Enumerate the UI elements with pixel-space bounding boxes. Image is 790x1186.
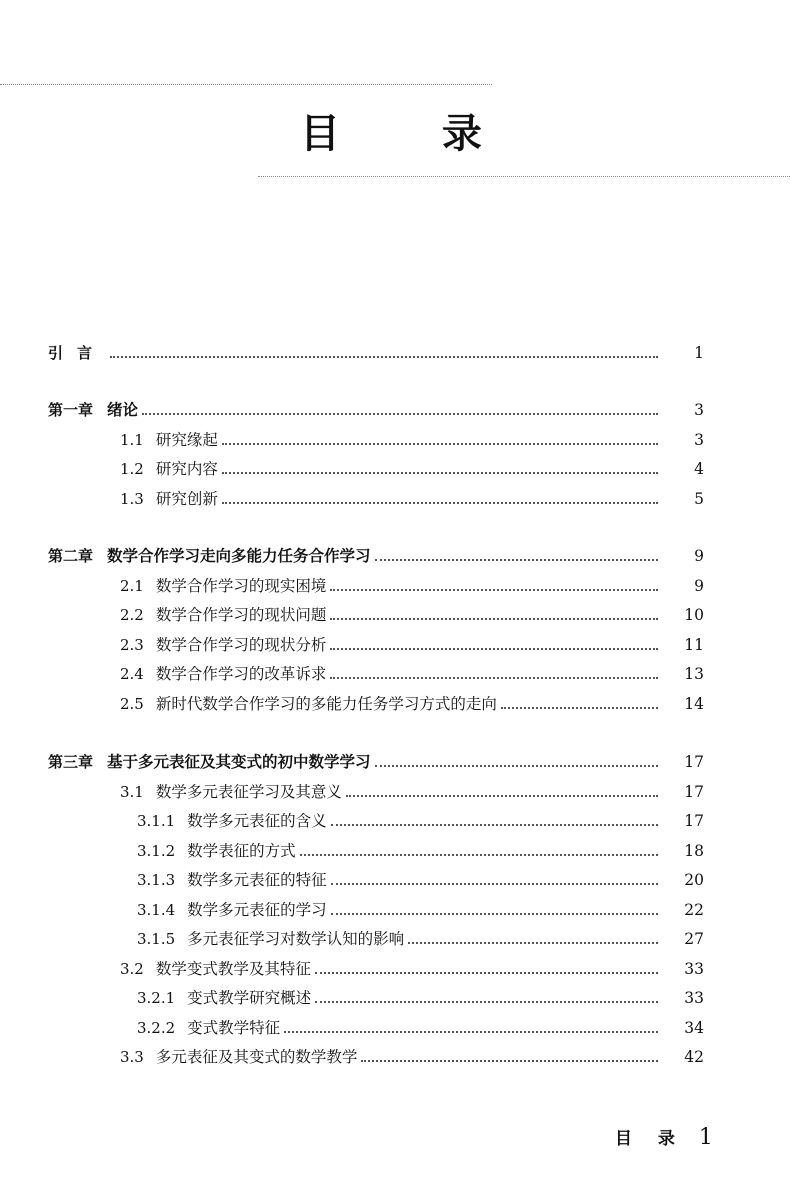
toc-page-number: 33: [684, 989, 704, 1007]
toc-dot-leader: [110, 356, 658, 358]
toc-entry-label: [120, 694, 497, 714]
toc-page-number: 42: [684, 1048, 704, 1066]
top-dotted-rule: [0, 84, 492, 85]
toc-entry-number: 1.3: [120, 490, 144, 508]
toc-entry-title: 研究内容: [155, 460, 218, 478]
toc-subsection-entry: [0, 1012, 790, 1038]
footer-page-number: 1: [698, 1125, 713, 1150]
toc-entry-title: 研究缘起: [155, 431, 218, 449]
toc-dot-leader: [330, 589, 658, 591]
toc-entry-title: 数学变式教学及其特征: [155, 960, 311, 978]
toc-entry-title: 多元表征及其变式的数学教学: [155, 1048, 358, 1066]
toc-page-number: 3: [694, 401, 704, 419]
toc-entry-label: [137, 870, 327, 890]
toc-page-number: 14: [684, 695, 704, 713]
toc-subsection-entry: [0, 805, 790, 831]
toc-page-number: 11: [684, 636, 704, 654]
toc-page-number: 13: [684, 665, 704, 683]
toc-subsection-entry: [0, 894, 790, 920]
toc-dot-leader: [222, 472, 658, 474]
toc-page-number: 17: [684, 812, 704, 830]
toc-dot-leader: [222, 502, 658, 504]
toc-entry-number: 3.1: [120, 783, 144, 801]
toc-entry-number: 第一章: [48, 401, 94, 419]
page-footer: [615, 1124, 713, 1150]
toc-page-number: 33: [684, 960, 704, 978]
toc-section-entry: [0, 453, 790, 479]
toc-page-number: 4: [694, 460, 704, 478]
toc-entry-number: 3.3: [120, 1048, 144, 1066]
toc-dot-leader: [222, 443, 658, 445]
toc-entry-number: 引言: [48, 344, 107, 362]
toc-dot-leader: [300, 854, 658, 856]
toc-entry-label: [137, 988, 311, 1008]
toc-entry-number: 1.1: [120, 431, 144, 449]
toc-entry-title: 变式教学研究概述: [187, 989, 312, 1007]
toc-entry-title: 数学合作学习走向多能力任务合作学习: [107, 547, 371, 565]
toc-dot-leader: [501, 707, 658, 709]
page-title: 目 录: [300, 111, 526, 157]
toc-section-entry: [0, 483, 790, 509]
toc-entry-number: 2.4: [120, 665, 144, 683]
toc-entry-title: 数学表征的方式: [187, 842, 296, 860]
toc-entry-label: [120, 489, 218, 509]
toc-dot-leader: [346, 795, 658, 797]
toc-section-entry: [0, 1041, 790, 1067]
toc-entry-title: 新时代数学合作学习的多能力任务学习方式的走向: [155, 695, 497, 713]
title-dotted-rule: [258, 176, 790, 177]
toc-entry-label: [48, 400, 138, 420]
toc-chapter-entry: [0, 337, 790, 363]
toc-entry-title: 数学合作学习的现状问题: [155, 606, 327, 624]
toc-entry-label: [137, 1018, 280, 1038]
toc-subsection-entry: [0, 864, 790, 890]
toc-entry-label: [120, 605, 326, 625]
toc-page-number: 3: [694, 431, 704, 449]
toc-subsection-entry: [0, 982, 790, 1008]
toc-entry-number: 3.1.4: [137, 901, 176, 919]
toc-entry-number: 3.2.2: [137, 1019, 176, 1037]
toc-entry-label: [48, 343, 106, 363]
toc-section-entry: [0, 629, 790, 655]
toc-entry-title: 研究创新: [155, 490, 218, 508]
toc-dot-leader: [361, 1060, 658, 1062]
toc-page-number: 10: [684, 606, 704, 624]
toc-entry-label: [120, 576, 326, 596]
toc-entry-title: 数学多元表征的特征: [187, 871, 327, 889]
toc-entry-number: 2.3: [120, 636, 144, 654]
toc-entry-number: 3.2: [120, 960, 144, 978]
toc-entry-number: 2.1: [120, 577, 144, 595]
toc-entry-title: 多元表征学习对数学认知的影响: [187, 930, 405, 948]
toc-dot-leader: [330, 677, 658, 679]
toc-entry-number: 3.1.2: [137, 842, 176, 860]
toc-section-entry: [0, 688, 790, 714]
toc-page-number: 18: [684, 842, 704, 860]
toc-entry-label: [120, 664, 326, 684]
toc-entry-title: 数学合作学习的改革诉求: [155, 665, 327, 683]
toc-section-entry: [0, 599, 790, 625]
toc-chapter-entry: [0, 394, 790, 420]
toc-entry-title: 数学多元表征的学习: [187, 901, 327, 919]
toc-entry-number: 3.1.3: [137, 871, 176, 889]
toc-dot-leader: [315, 1001, 658, 1003]
toc-page-number: 22: [684, 901, 704, 919]
toc-page-number: 1: [694, 344, 704, 362]
toc-dot-leader: [315, 972, 658, 974]
toc-subsection-entry: [0, 923, 790, 949]
toc-entry-number: 2.2: [120, 606, 144, 624]
toc-entry-title: 绪论: [107, 401, 139, 419]
toc-entry-label: [137, 900, 327, 920]
toc-entry-label: [120, 959, 311, 979]
toc-section-entry: [0, 570, 790, 596]
toc-subsection-entry: [0, 835, 790, 861]
toc-page-number: 34: [684, 1019, 704, 1037]
toc-dot-leader: [331, 883, 658, 885]
toc-entry-number: 第二章: [48, 547, 94, 565]
toc-dot-leader: [331, 913, 658, 915]
toc-entry-label: [137, 929, 404, 949]
footer-label: 目 录: [615, 1129, 685, 1149]
toc-page-number: 5: [694, 490, 704, 508]
toc-entry-number: 第三章: [48, 753, 94, 771]
toc-entry-number: 3.1.5: [137, 930, 176, 948]
toc-entry-title: 数学合作学习的现实困境: [155, 577, 327, 595]
toc-page-number: 20: [684, 871, 704, 889]
toc-dot-leader: [375, 559, 658, 561]
toc-entry-label: [120, 782, 342, 802]
toc-dot-leader: [331, 824, 658, 826]
toc-chapter-entry: [0, 540, 790, 566]
toc-chapter-entry: [0, 746, 790, 772]
toc-entry-label: [48, 546, 371, 566]
toc-entry-number: 3.1.1: [137, 812, 176, 830]
toc-dot-leader: [330, 618, 658, 620]
toc-page-number: 17: [684, 783, 704, 801]
toc-dot-leader: [330, 648, 658, 650]
toc-section-entry: [0, 424, 790, 450]
toc-entry-label: [137, 811, 327, 831]
toc-entry-label: [120, 635, 326, 655]
toc-section-entry: [0, 953, 790, 979]
toc-dot-leader: [375, 765, 658, 767]
toc-entry-title: 变式教学特征: [187, 1019, 281, 1037]
toc-page-number: 17: [684, 753, 704, 771]
toc-dot-leader: [142, 413, 658, 415]
toc-entry-label: [120, 1047, 357, 1067]
toc-section-entry: [0, 658, 790, 684]
toc-entry-title: 数学合作学习的现状分析: [155, 636, 327, 654]
toc-entry-title: 数学多元表征的含义: [187, 812, 327, 830]
toc-entry-number: 1.2: [120, 460, 144, 478]
toc-dot-leader: [408, 942, 658, 944]
toc-entry-label: [137, 841, 296, 861]
toc-entry-label: [120, 430, 218, 450]
toc-page-number: 27: [684, 930, 704, 948]
toc-page-number: 9: [694, 577, 704, 595]
toc-entry-number: 2.5: [120, 695, 144, 713]
toc-dot-leader: [284, 1031, 658, 1033]
toc-section-entry: [0, 776, 790, 802]
toc-entry-label: [48, 752, 371, 772]
toc-entry-title: 基于多元表征及其变式的初中数学学习: [107, 753, 371, 771]
toc-page-number: 9: [694, 547, 704, 565]
toc-entry-number: 3.2.1: [137, 989, 176, 1007]
toc-entry-label: [120, 459, 218, 479]
toc-entry-title: 数学多元表征学习及其意义: [155, 783, 342, 801]
